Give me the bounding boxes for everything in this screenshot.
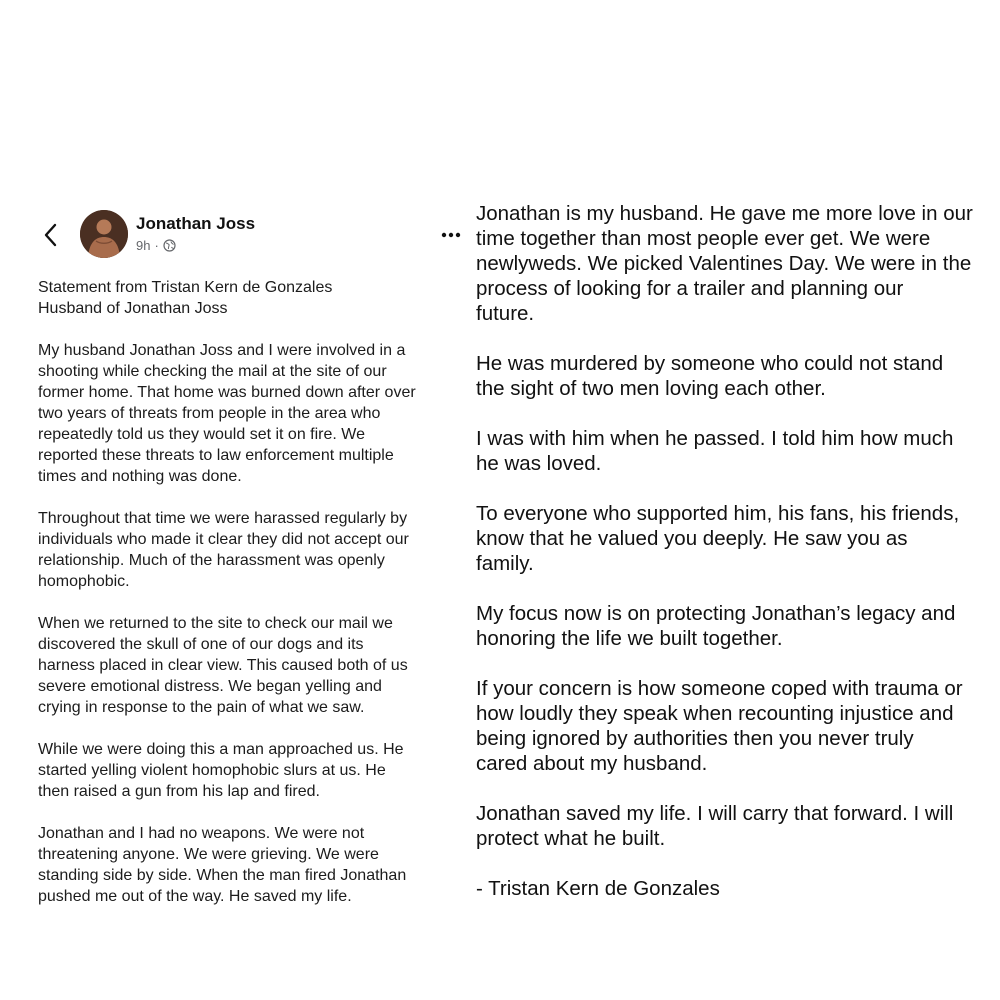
post-body — [38, 277, 464, 928]
statement-paragraph: To everyone who supported him, his fans, his friends, know that he valued you deeply. He saw you as family. — [476, 502, 960, 575]
back-button[interactable] — [40, 222, 62, 248]
post-meta — [136, 238, 176, 253]
statement-body — [476, 201, 1000, 901]
post-paragraph: Throughout that time we were harassed regularly by individuals who made it clear they did not accept our relationship. Much of the harassment was openly homophobic. — [38, 510, 409, 590]
statement-paragraph: My focus now is on protecting Jonathan’s legacy and honoring the life we built together. — [476, 602, 956, 650]
statement-header: Statement from Tristan Kern de Gonzales Husband of Jonathan Joss — [38, 279, 333, 317]
statement-paragraph: He was murdered by someone who could not stand the sight of two men loving each other. — [476, 352, 944, 400]
statement-signature: - Tristan Kern de Gonzales — [476, 877, 720, 900]
avatar[interactable] — [80, 210, 128, 258]
statement-paragraph: Jonathan saved my life. I will carry that forward. I will protect what he built. — [476, 802, 954, 850]
profile-photo-icon — [80, 210, 128, 258]
statement-paragraph: If your concern is how someone coped with trauma or how loudly they speak when recounting injustice and being ignored by authorities then you never truly cared about my husband. — [476, 677, 963, 775]
statement-continuation — [476, 201, 1000, 926]
facebook-post-screenshot — [0, 0, 468, 1000]
more-dots-icon — [440, 226, 466, 242]
post-paragraph: When we returned to the site to check our mail we discovered the skull of one of our dogs and its harness placed in clear view. This caused both of us severe emotional distress. We began yelling and crying in response to the pain of what we saw. — [38, 615, 408, 716]
author-name[interactable]: Jonathan Joss — [136, 214, 256, 233]
more-options-button[interactable] — [440, 226, 466, 242]
post-paragraph: My husband Jonathan Joss and I were involved in a shooting while checking the mail at the site of our former home. That home was burned down after over two years of threats from people in the area who repeatedly told us they would set it on fire. We reported these threats to law enforcement multiple times and nothing was done. — [38, 342, 416, 485]
statement-paragraph: Jonathan is my husband. He gave me more love in our time together than most people ever get. We were newlyweds. We picked Valentines Day. We were in the process of looking for a trailer and planning our future. — [476, 202, 973, 325]
statement-paragraph: I was with him when he passed. I told him how much he was loved. — [476, 427, 954, 475]
globe-icon — [163, 239, 176, 252]
post-paragraph: Jonathan and I had no weapons. We were not threatening anyone. We were grieving. We were standing side by side. When the man fired Jonathan pushed me out of the way. He saved my life. — [38, 825, 407, 905]
post-paragraph: While we were doing this a man approached us. He started yelling violent homophobic slurs at us. He then raised a gun from his lap and fired. — [38, 741, 404, 800]
chevron-left-icon — [40, 222, 62, 248]
meta-separator: · — [154, 238, 159, 253]
post-time[interactable]: 9h — [136, 238, 151, 253]
